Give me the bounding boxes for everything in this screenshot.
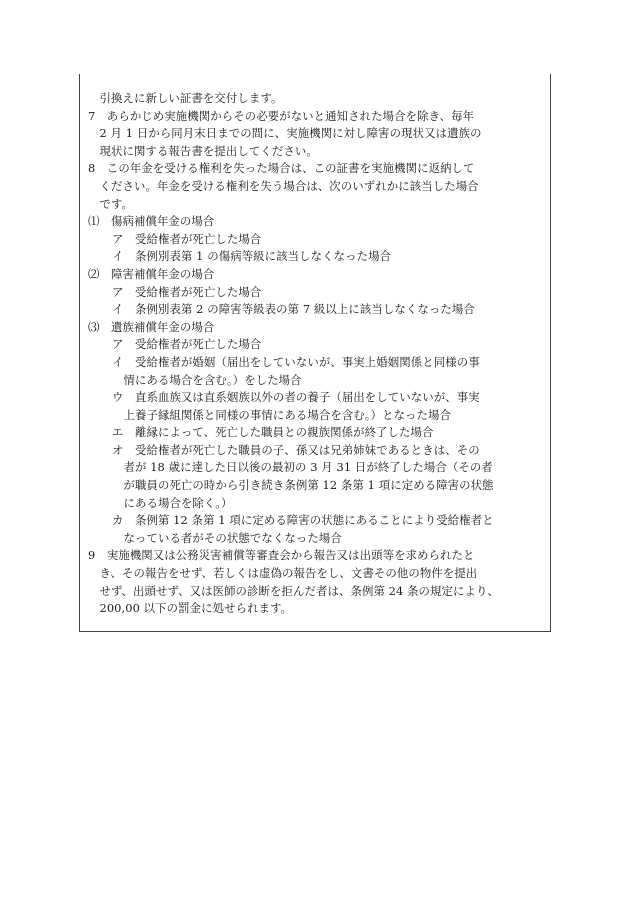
text-line: せず、出頭せず、又は医師の診断を拒んだ者は、条例第 24 条の規定により、: [88, 583, 499, 598]
text-line: ⑵ 障害補償年金の場合: [88, 266, 215, 281]
text-line: 現状に関する報告書を提出してください。: [88, 143, 318, 158]
text-line: オ 受給権者が死亡した職員の子、孫又は兄弟姉妹であるときは、その: [112, 442, 480, 457]
text-line: が職員の死亡の時から引き続き条例第 12 条第 1 項に定める障害の状態: [112, 478, 494, 493]
text-line: 情にある場合を含む。）をした場合: [112, 372, 302, 387]
text-line: なっている者がその状態でなくなった場合: [112, 530, 342, 545]
text-line: 9 実施機関又は公務災害補償等審査会から報告又は出頭等を求められたと: [88, 548, 475, 563]
text-line: ア 受給権者が死亡した場合: [112, 337, 262, 352]
text-line: エ 離縁によって、死亡した職員との親族関係が終了した場合: [112, 425, 434, 440]
text-line: 2 月 1 日から同月末日までの間に、実施機関に対し障害の現状又は遺族の: [88, 126, 482, 141]
text-line: 7 あらかじめ実施機関からその必要がないと通知された場合を除き、毎年: [88, 108, 475, 123]
text-line: イ 条例別表第 2 の障害等級表の第 7 級以上に該当しなくなった場合: [112, 302, 475, 317]
text-line: ア 受給権者が死亡した場合: [112, 231, 262, 246]
text-line: ⑴ 傷病補償年金の場合: [88, 214, 215, 229]
text-line: ウ 直系血族又は直系姻族以外の者の養子（届出をしていないが、事実: [112, 390, 480, 405]
text-line: です。: [88, 196, 134, 211]
text-line: ⑶ 遺族補償年金の場合: [88, 319, 215, 334]
text-line: ア 受給権者が死亡した場合: [112, 284, 262, 299]
text-line: 上養子縁組関係と同様の事情にある場合を含む。）となった場合: [112, 407, 452, 422]
text-line: ください。年金を受ける権利を失う場合は、次のいずれかに該当した場合: [88, 178, 479, 193]
text-line: カ 条例第 12 条第 1 項に定める障害の状態にあることにより受給権者と: [112, 513, 494, 528]
text-line: 引換えに新しい証書を交付します。: [88, 91, 283, 105]
text-line: 者が 18 歳に達した日以後の最初の 3 月 31 日が終了した場合（その者: [112, 460, 493, 475]
text-line: にある場合を除く。）: [112, 495, 233, 510]
text-line: イ 受給権者が婚姻（届出をしていないが、事実上婚姻関係と同様の事: [112, 354, 480, 369]
text-line: イ 条例別表第 1 の傷病等級に該当しなくなった場合: [112, 249, 392, 264]
text-line: 200,00 以下の罰金に処せられます。: [88, 601, 293, 616]
text-line: 8 この年金を受ける権利を失った場合は、この証書を実施機関に返納して: [88, 161, 475, 176]
text-line: き、その報告をせず、若しくは虚偽の報告をし、文書その他の物件を提出: [88, 566, 478, 581]
document-body: [88, 90, 546, 618]
